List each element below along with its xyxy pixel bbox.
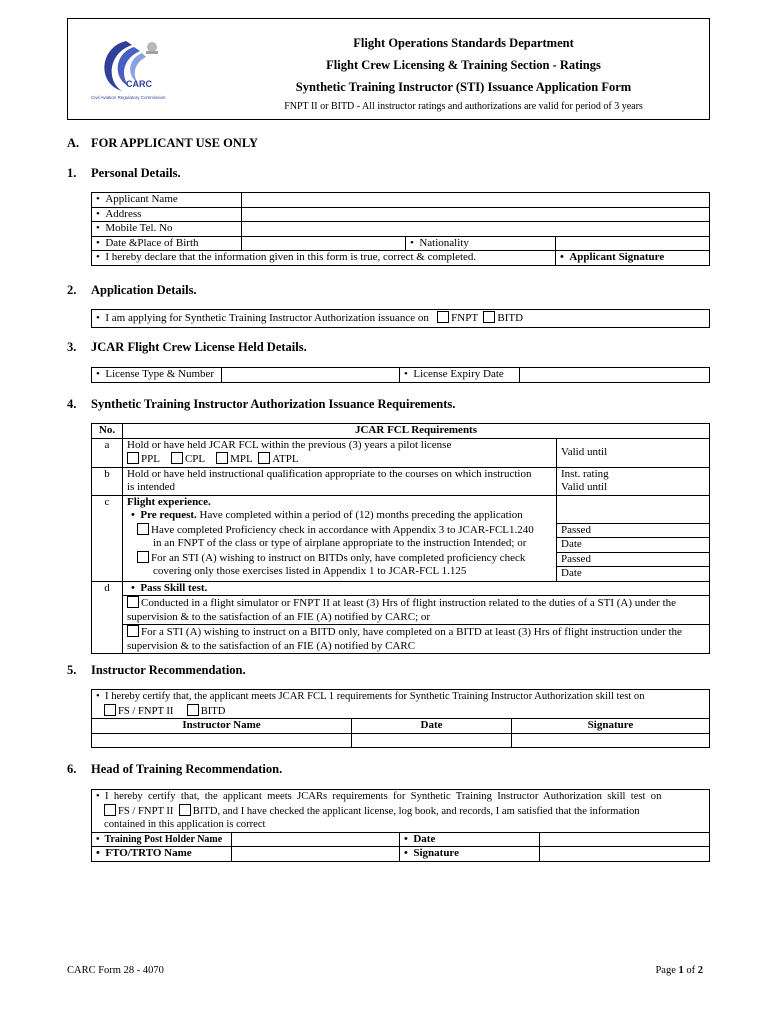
proficiency-bitd-checkbox[interactable] <box>137 551 149 563</box>
instructor-date-header: Date <box>352 719 512 734</box>
row-c-date-1[interactable]: Date <box>557 537 709 552</box>
form-header <box>67 18 710 120</box>
s5-bitd-checkbox[interactable] <box>187 704 199 716</box>
row-a-num: a <box>92 438 123 467</box>
row-d-2a: For a STI (A) wishing to instruct on a BITD only, have completed on a BITD at least (3) Hrs of flight instruction under the <box>141 626 682 638</box>
fnpt-checkbox[interactable] <box>437 311 449 323</box>
logo-text: CARC <box>126 79 152 89</box>
ppl-checkbox[interactable] <box>127 452 139 464</box>
address-field[interactable] <box>242 207 710 222</box>
row-a-valid[interactable]: Valid until <box>557 438 710 467</box>
page-number <box>655 965 703 976</box>
s6-bitd-checkbox[interactable] <box>179 804 191 816</box>
row-b-num: b <box>92 467 123 495</box>
row-b-inst[interactable]: Inst. rating <box>561 467 609 480</box>
row-c-2a: For an STI (A) wishing to instruct on BITDs only, have completed proficiency check <box>151 551 526 564</box>
form-number: CARC Form 28 - 4070 <box>67 965 164 976</box>
s1-title: Personal Details. <box>91 166 181 180</box>
fto-field[interactable] <box>232 847 400 862</box>
s6-num: 6. <box>67 762 77 776</box>
s5-certify-text: • I hereby certify that, the applicant meets JCAR FCL 1 requirements for Synthetic Training Instructor Authorization skill test on <box>96 690 705 704</box>
s6-fs-fnpt-label: FS / FNPT II <box>118 805 174 817</box>
s3-title: JCAR Flight Crew License Held Details. <box>91 340 307 354</box>
atpl-checkbox[interactable] <box>258 452 270 464</box>
s1-num: 1. <box>67 166 77 180</box>
row-c-pre: Have completed within a period of (12) months preceding the application <box>196 509 523 521</box>
s5-fs-fnpt-label: FS / FNPT II <box>118 705 174 717</box>
skill-test-bitd-checkbox[interactable] <box>127 625 139 637</box>
license-details-table <box>91 367 710 383</box>
instructor-name-header: Instructor Name <box>92 719 352 734</box>
s6-certify-text: • I hereby certify that, the applicant meets JCARs requirements for Synthetic Training Instructor Authorization skill test on <box>96 790 705 804</box>
section-a-label: A. <box>67 136 80 150</box>
proficiency-fnpt-checkbox[interactable] <box>137 523 149 535</box>
cpl-checkbox[interactable] <box>171 452 183 464</box>
section-a-title: FOR APPLICANT USE ONLY <box>91 136 259 150</box>
application-details-table <box>91 309 710 328</box>
head-date-label: • Date <box>400 832 540 847</box>
row-a-text: Hold or have held JCAR FCL within the previous (3) years a pilot license <box>127 438 452 451</box>
row-c-2b: covering only those exercises listed in Appendix 1 to JCAR-FCL 1.125 <box>153 565 467 577</box>
instructor-name-field[interactable] <box>92 733 352 747</box>
row-b-text2: is intended <box>127 481 175 493</box>
license-type-label: • License Type & Number <box>92 368 222 383</box>
requirements-table <box>91 423 710 654</box>
s5-fs-fnpt-checkbox[interactable] <box>104 704 116 716</box>
s2-num: 2. <box>67 283 77 297</box>
s3-num: 3. <box>67 340 77 354</box>
row-d-title: • Pass Skill test. <box>127 582 207 594</box>
s4-num: 4. <box>67 397 77 411</box>
row-c-title: Flight experience. <box>127 495 211 508</box>
applicant-name-label: • Applicant Name <box>92 193 242 208</box>
skill-test-fnpt-checkbox[interactable] <box>127 596 139 608</box>
s5-bitd-label: BITD <box>200 705 226 717</box>
license-expiry-label: • License Expiry Date <box>400 368 520 383</box>
row-c-num: c <box>92 495 123 581</box>
license-expiry-field[interactable] <box>520 368 710 383</box>
atpl-label: ATPL <box>272 453 299 465</box>
license-type-field[interactable] <box>222 368 400 383</box>
declaration-text: • I hereby declare that the information given in this form is true, correct & completed. <box>92 251 556 266</box>
nationality-field[interactable] <box>556 236 710 251</box>
row-c-passed-2[interactable]: Passed <box>557 552 709 567</box>
instructor-signature-field[interactable] <box>512 733 710 747</box>
instructor-recommendation-table <box>91 689 710 748</box>
bitd-label: BITD <box>497 312 524 324</box>
row-c-1b: in an FNPT of the class or type of airplane appropriate to the instruction Intended; or <box>153 537 527 549</box>
carc-logo <box>86 33 186 113</box>
header-form-title: Synthetic Training Instructor (STI) Issuance Application Form <box>295 80 632 94</box>
header-validity-note: FNPT II or BITD - All instructor ratings and authorizations are valid for period of 3 years <box>284 101 643 112</box>
dob-label: • Date &Place of Birth <box>92 236 242 251</box>
fnpt-label: FNPT <box>451 312 478 324</box>
row-b-valid[interactable]: Valid until <box>561 481 608 493</box>
row-c-date-2[interactable]: Date <box>557 566 709 581</box>
logo-subtext: Civil Aviation Regulatory Commission <box>91 95 166 100</box>
mpl-label: MPL <box>230 453 253 465</box>
address-label: • Address <box>92 207 242 222</box>
head-signature-field[interactable] <box>540 847 710 862</box>
row-b-text1: Hold or have held instructional qualification appropriate to the courses on which instruction <box>127 467 532 480</box>
bitd-checkbox[interactable] <box>483 311 495 323</box>
page-current: 1 <box>678 965 684 976</box>
row-d-1b: supervision & to the satisfaction of an FIE (A) notified by CARC; or <box>127 610 431 623</box>
instructor-signature-header: Signature <box>512 719 710 734</box>
s2-title: Application Details. <box>91 283 197 297</box>
applicant-name-field[interactable] <box>242 193 710 208</box>
application-text: • I am applying for Synthetic Training Instructor Authorization issuance on <box>96 312 429 324</box>
s6-correct-text: contained in this application is correct <box>104 819 266 830</box>
page-of: of <box>686 965 696 976</box>
row-c-passed-1[interactable]: Passed <box>557 523 709 538</box>
cpl-label: CPL <box>184 453 206 465</box>
applicant-signature-label[interactable]: • Applicant Signature <box>556 251 710 266</box>
fto-label: • FTO/TRTO Name <box>92 847 232 862</box>
row-d-num: d <box>92 581 123 654</box>
mobile-field[interactable] <box>242 222 710 237</box>
page-total: 2 <box>697 965 703 976</box>
page-prefix: Page <box>655 965 676 976</box>
s5-num: 5. <box>67 663 77 677</box>
col-no-header: No. <box>92 424 123 439</box>
col-req-header: JCAR FCL Requirements <box>123 424 710 439</box>
mpl-checkbox[interactable] <box>216 452 228 464</box>
head-date-field[interactable] <box>540 832 710 847</box>
row-d-2b: supervision & to the satisfaction of an FIE (A) notified by CARC <box>127 639 416 652</box>
mobile-label: • Mobile Tel. No <box>92 222 242 237</box>
row-c-1a: Have completed Proficiency check in accordance with Appendix 3 to JCAR-FCL1.240 <box>151 523 534 536</box>
post-holder-label: • Training Post Holder Name <box>92 832 232 847</box>
s5-title: Instructor Recommendation. <box>91 663 246 677</box>
nationality-label: • Nationality <box>406 236 556 251</box>
head-of-training-table <box>91 789 710 862</box>
ppl-label: PPL <box>141 453 160 465</box>
header-department: Flight Operations Standards Department <box>353 36 574 50</box>
s6-fs-fnpt-checkbox[interactable] <box>104 804 116 816</box>
personal-details-table <box>91 192 710 266</box>
s6-bitd-text: BITD, and I have checked the applicant license, log book, and records, I am satisfied that the information <box>192 805 640 817</box>
row-c-pre-bold: • Pre request. <box>131 509 197 521</box>
s6-title: Head of Training Recommendation. <box>91 762 283 776</box>
dob-field[interactable] <box>242 236 406 251</box>
s4-title: Synthetic Training Instructor Authorization Issuance Requirements. <box>91 397 456 411</box>
header-section: Flight Crew Licensing & Training Section - Ratings <box>326 58 601 72</box>
head-signature-label: • Signature <box>400 847 540 862</box>
row-d-1a: Conducted in a flight simulator or FNPT II at least (3) Hrs of flight instruction related to the duties of a STI (A) under the <box>141 597 677 609</box>
instructor-date-field[interactable] <box>352 733 512 747</box>
post-holder-field[interactable] <box>232 832 400 847</box>
